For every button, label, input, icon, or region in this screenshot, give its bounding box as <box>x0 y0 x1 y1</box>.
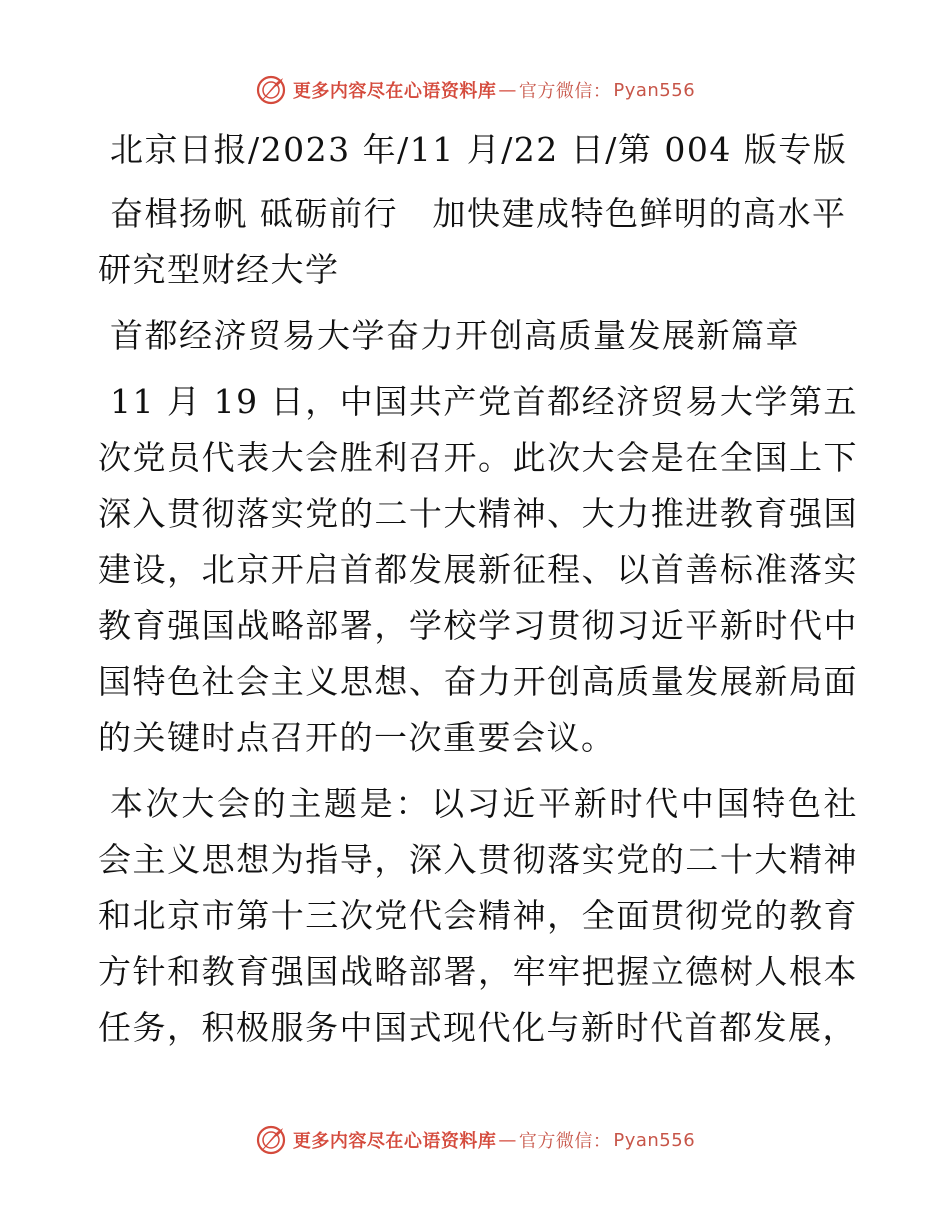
watermark-footer <box>0 1124 950 1156</box>
paragraph-2: 本次大会的主题是：以习近平新时代中国特色社会主义思想为指导，深入贯彻落实党的二十大精神和北京市第十三次党代会精神，全面贯彻党的教育方针和教育强国战略部署，牢牢把握立德树人根本任务，积极服务中国式现代化与新时代首都发展， <box>98 784 858 1047</box>
watermark-wechat-id: Pyan556 <box>613 79 696 101</box>
watermark-text: 更多内容尽在心语资料库 <box>292 1131 497 1152</box>
watermark-separator: — <box>498 1129 517 1151</box>
article-subtitle: 首都经济贸易大学奋力开创高质量发展新篇章 <box>110 316 800 355</box>
watermark-wechat-id: Pyan556 <box>613 1129 696 1151</box>
watermark-official-label: 官方微信： <box>518 1131 612 1152</box>
watermark-header <box>0 74 950 106</box>
feather-seal-icon <box>255 1124 287 1156</box>
dateline: 北京日报/2023 年/11 月/22 日/第 004 版专版 <box>110 130 848 169</box>
document-body <box>98 122 858 1066</box>
paragraph-1: 11 月 19 日，中国共产党首都经济贸易大学第五次党员代表大会胜利召开。此次大会是在全国上下深入贯彻落实党的二十大精神、大力推进教育强国建设，北京开启首都发展新征程、以首善标准落实教育强国战略部署，学校学习贯彻习近平新时代中国特色社会主义思想、奋力开创高质量发展新局面的关键时点召开的一次重要会议。 <box>98 382 858 757</box>
watermark-official-label: 官方微信： <box>518 81 612 102</box>
article-title: 奋楫扬帆 砥砺前行 加快建成特色鲜明的高水平研究型财经大学 <box>98 194 847 289</box>
feather-seal-icon <box>255 74 287 106</box>
watermark-separator: — <box>498 79 517 101</box>
watermark-text: 更多内容尽在心语资料库 <box>292 81 497 102</box>
